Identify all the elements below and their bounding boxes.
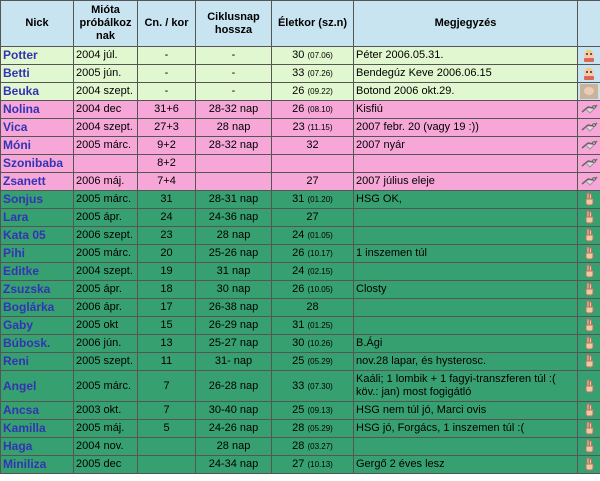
cn-cell: 31+6	[138, 101, 196, 119]
age-value: 27	[306, 211, 319, 223]
age-cell	[272, 245, 354, 263]
status-icon-cell	[578, 420, 600, 438]
cn-cell	[138, 456, 196, 474]
table-row	[1, 402, 600, 420]
birthday-value: (01.20)	[307, 195, 333, 204]
cn-cell: 18	[138, 281, 196, 299]
cycle-cell: -	[196, 65, 272, 83]
table-row	[1, 83, 600, 101]
crossed-fingers-icon	[580, 458, 598, 470]
birthday-value: (05.29)	[307, 357, 333, 366]
nick-cell: Reni	[1, 353, 74, 371]
since-cell: 2005 okt	[74, 317, 138, 335]
cn-cell: -	[138, 47, 196, 65]
age-cell	[272, 299, 354, 317]
since-cell: 2004 szept.	[74, 83, 138, 101]
header-cycle: Ciklusnap hossza	[196, 1, 272, 47]
status-icon-cell	[578, 47, 600, 65]
cycle-cell: -	[196, 83, 272, 101]
status-icon-cell	[578, 299, 600, 317]
cn-cell: 20	[138, 245, 196, 263]
status-icon-cell	[578, 155, 600, 173]
nick-cell: Kata 05	[1, 227, 74, 245]
cn-cell: 13	[138, 335, 196, 353]
stork-icon	[580, 121, 598, 133]
cn-cell: 7	[138, 371, 196, 402]
note-cell: Péter 2006.05.31.	[354, 47, 578, 65]
nick-cell: Boglárka	[1, 299, 74, 317]
age-value: 27	[292, 458, 305, 470]
stork-icon	[580, 103, 598, 115]
header-since: Mióta próbálkoz nak	[74, 1, 138, 47]
birthday-value: (10.26)	[307, 339, 333, 348]
status-icon-cell	[578, 281, 600, 299]
header-nick: Nick	[1, 1, 74, 47]
since-cell: 2005 márc.	[74, 191, 138, 209]
birthday-value: (10.13)	[307, 460, 333, 469]
age-value: 31	[292, 319, 305, 331]
age-cell	[272, 353, 354, 371]
crossed-fingers-icon	[580, 229, 598, 241]
age-value: 33	[292, 379, 305, 392]
age-cell	[272, 335, 354, 353]
table-row	[1, 335, 600, 353]
cycle-cell: 26-29 nap	[196, 317, 272, 335]
crossed-fingers-icon	[580, 337, 598, 349]
age-value: 25	[292, 404, 305, 416]
age-cell	[272, 65, 354, 83]
nick-cell: Angel	[1, 371, 74, 402]
table-row	[1, 245, 600, 263]
birthday-value: (09.13)	[307, 406, 333, 415]
crossed-fingers-icon	[580, 283, 598, 295]
age-cell	[272, 438, 354, 456]
since-cell: 2006 jún.	[74, 335, 138, 353]
birthday-value: (03.27)	[307, 442, 333, 451]
cycle-cell: 30-40 nap	[196, 402, 272, 420]
age-cell	[272, 137, 354, 155]
since-cell: 2006 máj.	[74, 173, 138, 191]
header-icon	[578, 1, 600, 47]
since-cell: 2005 ápr.	[74, 209, 138, 227]
birthday-value: (07.06)	[307, 51, 333, 60]
note-cell	[354, 299, 578, 317]
birthday-value: (02.15)	[307, 267, 333, 276]
nick-cell: Sonjus	[1, 191, 74, 209]
cn-cell: 7	[138, 402, 196, 420]
nick-cell: Vica	[1, 119, 74, 137]
note-cell: Kisfiú	[354, 101, 578, 119]
cycle-cell: 24-34 nap	[196, 456, 272, 474]
note-cell	[354, 263, 578, 281]
table-row	[1, 137, 600, 155]
birthday-value: (01.05)	[307, 231, 333, 240]
nick-cell: Zsuzska	[1, 281, 74, 299]
cycle-cell: -	[196, 47, 272, 65]
cn-cell: 8+2	[138, 155, 196, 173]
cycle-cell: 28 nap	[196, 438, 272, 456]
table-row	[1, 317, 600, 335]
nick-cell: Kamilla	[1, 420, 74, 438]
since-cell: 2005 márc.	[74, 371, 138, 402]
cn-cell: -	[138, 83, 196, 101]
since-cell: 2005 márc.	[74, 137, 138, 155]
since-cell: 2004 nov.	[74, 438, 138, 456]
status-icon-cell	[578, 371, 600, 402]
cycle-cell: 28-31 nap	[196, 191, 272, 209]
table-row	[1, 65, 600, 83]
cycle-cell: 31 nap	[196, 263, 272, 281]
birthday-value: (05.29)	[307, 424, 333, 433]
note-cell: nov.28 lapar, és hysterosc.	[354, 353, 578, 371]
status-icon-cell	[578, 209, 600, 227]
cn-cell: 5	[138, 420, 196, 438]
age-cell	[272, 47, 354, 65]
table-row	[1, 371, 600, 402]
crossed-fingers-icon	[580, 301, 598, 313]
nick-cell: Zsanett	[1, 173, 74, 191]
note-cell	[354, 317, 578, 335]
table-row	[1, 353, 600, 371]
cn-cell: 27+3	[138, 119, 196, 137]
age-cell	[272, 209, 354, 227]
age-value: 31	[292, 193, 305, 205]
age-cell	[272, 402, 354, 420]
header-cn: Cn. / kor	[138, 1, 196, 47]
age-cell	[272, 420, 354, 438]
note-cell: 2007 július eleje	[354, 173, 578, 191]
table-row	[1, 209, 600, 227]
age-cell	[272, 371, 354, 402]
since-cell: 2005 szept.	[74, 353, 138, 371]
stork-icon	[580, 139, 598, 151]
table-row	[1, 299, 600, 317]
status-icon-cell	[578, 317, 600, 335]
age-cell	[272, 173, 354, 191]
crossed-fingers-icon	[580, 247, 598, 259]
cycle-cell: 28-32 nap	[196, 137, 272, 155]
note-cell: Closty	[354, 281, 578, 299]
nick-cell: Ancsa	[1, 402, 74, 420]
since-cell	[74, 155, 138, 173]
baby-photo-icon	[580, 85, 598, 97]
nick-cell: Búbosk.	[1, 335, 74, 353]
status-icon-cell	[578, 353, 600, 371]
since-cell: 2005 márc.	[74, 245, 138, 263]
table-row	[1, 101, 600, 119]
note-cell	[354, 155, 578, 173]
birthday-value: (10.05)	[307, 285, 333, 294]
cn-cell: 17	[138, 299, 196, 317]
age-value: 25	[292, 355, 305, 367]
cn-cell	[138, 438, 196, 456]
nick-cell: Szonibaba	[1, 155, 74, 173]
baby-icon	[580, 67, 598, 79]
cn-cell: 24	[138, 209, 196, 227]
age-value: 26	[292, 247, 305, 259]
table-row	[1, 173, 600, 191]
table-row	[1, 227, 600, 245]
age-cell	[272, 281, 354, 299]
note-cell: HSG jó, Forgács, 1 inszemen túl :(	[354, 420, 578, 438]
age-value: 28	[292, 422, 305, 434]
crossed-fingers-icon	[580, 319, 598, 331]
crossed-fingers-icon	[580, 355, 598, 367]
birthday-value: (08.10)	[307, 105, 333, 114]
cn-cell: 23	[138, 227, 196, 245]
stork-icon	[580, 157, 598, 169]
crossed-fingers-icon	[580, 404, 598, 416]
age-value: 33	[292, 67, 305, 79]
note-cell: Botond 2006 okt.29.	[354, 83, 578, 101]
birthday-value: (11.15)	[307, 123, 333, 132]
age-value: 23	[292, 121, 305, 133]
age-value: 26	[292, 283, 305, 295]
status-icon-cell	[578, 137, 600, 155]
status-icon-cell	[578, 335, 600, 353]
crossed-fingers-icon	[580, 211, 598, 223]
nick-cell: Pihi	[1, 245, 74, 263]
age-value: 28	[306, 301, 319, 313]
age-cell	[272, 227, 354, 245]
note-cell: B.Ági	[354, 335, 578, 353]
since-cell: 2006 ápr.	[74, 299, 138, 317]
crossed-fingers-icon	[580, 440, 598, 452]
cn-cell: 31	[138, 191, 196, 209]
cycle-cell	[196, 173, 272, 191]
status-icon-cell	[578, 263, 600, 281]
since-cell: 2006 szept.	[74, 227, 138, 245]
since-cell: 2005 jún.	[74, 65, 138, 83]
header-row	[1, 1, 600, 47]
age-value: 26	[292, 85, 305, 97]
status-icon-cell	[578, 456, 600, 474]
note-cell: 1 inszemen túl	[354, 245, 578, 263]
since-cell: 2004 szept.	[74, 119, 138, 137]
since-cell: 2005 dec	[74, 456, 138, 474]
cn-cell: 9+2	[138, 137, 196, 155]
cn-cell: -	[138, 65, 196, 83]
note-cell	[354, 209, 578, 227]
age-value: 26	[292, 103, 305, 115]
cycle-cell: 28 nap	[196, 119, 272, 137]
nick-cell: Lara	[1, 209, 74, 227]
nick-cell: Haga	[1, 438, 74, 456]
nick-cell: Potter	[1, 47, 74, 65]
since-cell: 2004 júl.	[74, 47, 138, 65]
nick-cell: Betti	[1, 65, 74, 83]
birthday-value: (10.17)	[307, 249, 333, 258]
table-row	[1, 281, 600, 299]
cycle-cell: 28-32 nap	[196, 101, 272, 119]
age-cell	[272, 456, 354, 474]
age-value: 24	[292, 265, 305, 277]
cycle-cell: 24-26 nap	[196, 420, 272, 438]
status-icon-cell	[578, 227, 600, 245]
table-row	[1, 438, 600, 456]
nick-cell: Editke	[1, 263, 74, 281]
nick-cell: Nolina	[1, 101, 74, 119]
crossed-fingers-icon	[580, 422, 598, 434]
age-value: 30	[292, 337, 305, 349]
crossed-fingers-icon	[580, 380, 598, 392]
age-cell	[272, 317, 354, 335]
birthday-value: (07.26)	[307, 69, 333, 78]
note-cell	[354, 438, 578, 456]
status-icon-cell	[578, 83, 600, 101]
status-icon-cell	[578, 119, 600, 137]
nick-cell: Miniliza	[1, 456, 74, 474]
nick-cell: Beuka	[1, 83, 74, 101]
note-cell	[354, 227, 578, 245]
age-value: 28	[292, 440, 305, 452]
since-cell: 2005 ápr.	[74, 281, 138, 299]
table-row	[1, 47, 600, 65]
birthday-value: (09.22)	[307, 87, 333, 96]
note-cell: Gergő 2 éves lesz	[354, 456, 578, 474]
cycle-cell: 26-28 nap	[196, 371, 272, 402]
note-cell: HSG nem túl jó, Marci ovis	[354, 402, 578, 420]
birthday-value: (01.25)	[307, 321, 333, 330]
status-icon-cell	[578, 191, 600, 209]
age-value: 24	[292, 229, 305, 241]
cn-cell: 7+4	[138, 173, 196, 191]
cycle-cell: 28 nap	[196, 227, 272, 245]
table-row	[1, 155, 600, 173]
status-icon-cell	[578, 245, 600, 263]
table-row	[1, 191, 600, 209]
cn-cell: 15	[138, 317, 196, 335]
age-value: 32	[306, 139, 319, 151]
status-icon-cell	[578, 173, 600, 191]
status-icon-cell	[578, 438, 600, 456]
crossed-fingers-icon	[580, 193, 598, 205]
cycle-cell	[196, 155, 272, 173]
cycle-cell: 24-36 nap	[196, 209, 272, 227]
note-cell: 2007 febr. 20 (vagy 19 :))	[354, 119, 578, 137]
table-row	[1, 456, 600, 474]
since-cell: 2003 okt.	[74, 402, 138, 420]
age-cell	[272, 263, 354, 281]
cycle-cell: 31- nap	[196, 353, 272, 371]
baby-icon	[580, 49, 598, 61]
age-cell	[272, 83, 354, 101]
nick-cell: Gaby	[1, 317, 74, 335]
status-icon-cell	[578, 402, 600, 420]
stork-icon	[580, 175, 598, 187]
crossed-fingers-icon	[580, 265, 598, 277]
since-cell: 2004 szept.	[74, 263, 138, 281]
cycle-cell: 25-26 nap	[196, 245, 272, 263]
header-age: Életkor (sz.n)	[272, 1, 354, 47]
note-cell: Kaáli; 1 lombik + 1 fagyi-transzferen túl :( köv.: jan) most fogigátló	[354, 371, 578, 402]
nick-cell: Móni	[1, 137, 74, 155]
note-cell: HSG OK,	[354, 191, 578, 209]
header-note: Megjegyzés	[354, 1, 578, 47]
cycle-cell: 25-27 nap	[196, 335, 272, 353]
cycle-cell: 30 nap	[196, 281, 272, 299]
cn-cell: 19	[138, 263, 196, 281]
age-cell	[272, 119, 354, 137]
table-row	[1, 119, 600, 137]
status-icon-cell	[578, 65, 600, 83]
cn-cell: 11	[138, 353, 196, 371]
table-row	[1, 420, 600, 438]
age-value: 27	[306, 175, 319, 187]
since-cell: 2005 máj.	[74, 420, 138, 438]
since-cell: 2004 dec	[74, 101, 138, 119]
birthday-value: (07.30)	[307, 381, 333, 391]
age-cell	[272, 155, 354, 173]
note-cell: Bendegúz Keve 2006.06.15	[354, 65, 578, 83]
age-cell	[272, 101, 354, 119]
age-cell	[272, 191, 354, 209]
status-icon-cell	[578, 101, 600, 119]
cycle-cell: 26-38 nap	[196, 299, 272, 317]
age-value: 30	[292, 49, 305, 61]
note-cell: 2007 nyár	[354, 137, 578, 155]
table-row	[1, 263, 600, 281]
